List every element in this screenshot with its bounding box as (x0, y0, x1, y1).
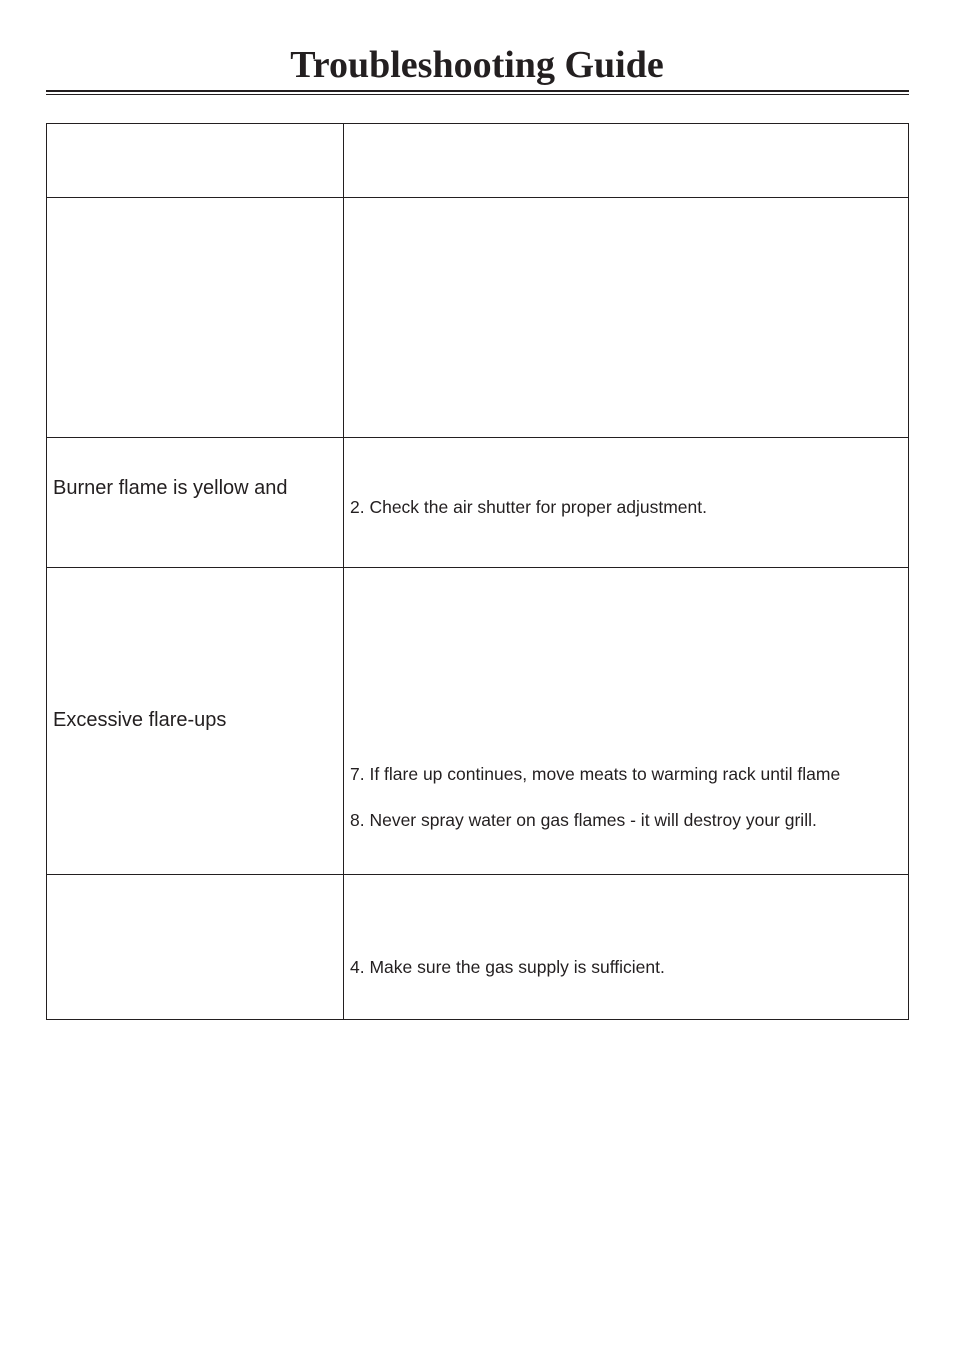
solution-line: 4. Make sure the gas supply is sufficient. (350, 957, 665, 977)
solution-line: 7. If flare up continues, move meats to warming rack until flame (350, 764, 841, 784)
problem-cell-yellow-flame: Burner flame is yellow and (53, 477, 288, 499)
row-divider (47, 437, 908, 438)
title-rule-thick (46, 90, 909, 92)
page-title: Troubleshooting Guide (290, 44, 664, 86)
column-divider (343, 124, 344, 1019)
title-rule-thin (46, 94, 909, 95)
row-divider (47, 197, 908, 198)
row-divider (47, 567, 908, 568)
solution-line: 2. Check the air shutter for proper adjustment. (350, 497, 707, 517)
row-divider (47, 874, 908, 875)
troubleshooting-table (46, 123, 909, 1020)
solution-line: 8. Never spray water on gas flames - it will destroy your grill. (350, 810, 817, 830)
problem-cell-flare-ups: Excessive flare-ups (53, 709, 227, 731)
